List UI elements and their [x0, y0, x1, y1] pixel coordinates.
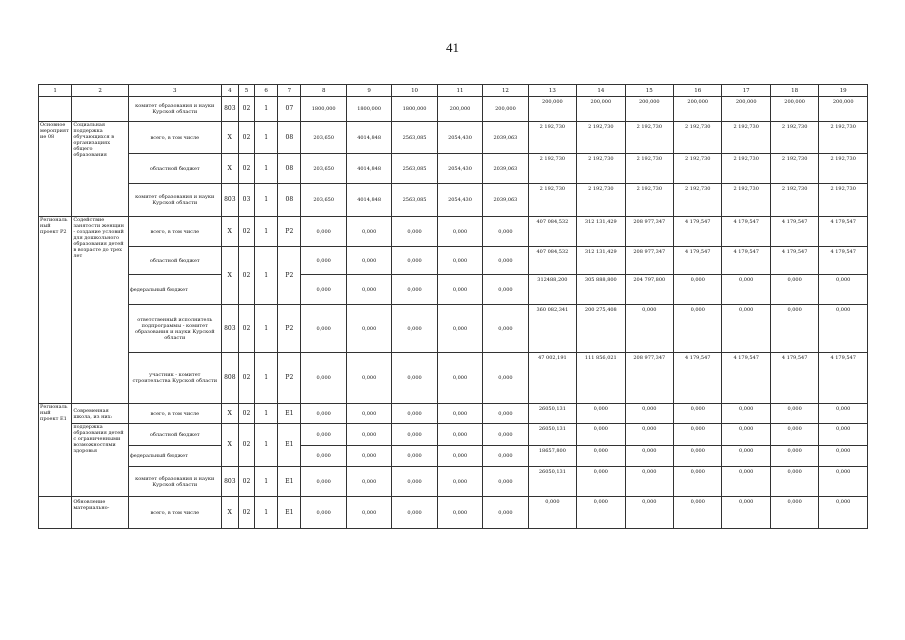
- code-cell: Р2: [278, 217, 301, 247]
- value-cell: 0,000: [819, 497, 868, 529]
- code-cell: 02: [238, 305, 254, 353]
- value-cell: 0,000: [483, 247, 528, 275]
- code-cell: 02: [238, 154, 254, 184]
- value-cell: 0,000: [674, 404, 722, 424]
- value-cell: 0,000: [770, 305, 818, 353]
- value-cell: 0,000: [819, 305, 868, 353]
- value-cell: 0,000: [674, 446, 722, 467]
- value-cell: 1800,000: [301, 97, 346, 122]
- value-cell: 0,000: [625, 424, 673, 446]
- row-label: областной бюджет: [128, 154, 221, 184]
- value-cell: 0,000: [674, 275, 722, 305]
- value-cell: 2 192,730: [577, 154, 625, 184]
- value-cell: 0,000: [346, 217, 391, 247]
- code-cell: Р2: [278, 353, 301, 404]
- row-label: всего, в том числе: [128, 404, 221, 424]
- column-header: 10: [392, 85, 437, 97]
- row-label: федеральный бюджет: [128, 275, 221, 305]
- value-cell: 0,000: [577, 446, 625, 467]
- value-cell: 407 084,532: [528, 247, 576, 275]
- value-cell: 0,000: [722, 275, 770, 305]
- value-cell: 305 888,800: [577, 275, 625, 305]
- column-header: 2: [72, 85, 129, 97]
- value-cell: 2 192,730: [674, 184, 722, 217]
- row-label: комитет образования и науки Курской области: [128, 97, 221, 122]
- value-cell: 0,000: [392, 404, 437, 424]
- value-cell: 4 179,547: [819, 217, 868, 247]
- value-cell: 0,000: [770, 446, 818, 467]
- table-row: [39, 404, 868, 424]
- value-cell: 200,000: [577, 97, 625, 122]
- value-cell: 4 179,547: [674, 247, 722, 275]
- value-cell: 0,000: [437, 404, 482, 424]
- code-cell: 1: [255, 497, 278, 529]
- code-cell: 02: [238, 404, 254, 424]
- value-cell: 0,000: [819, 467, 868, 497]
- code-cell: Х: [221, 404, 238, 424]
- value-cell: 4 179,547: [722, 247, 770, 275]
- value-cell: 2 192,730: [819, 122, 868, 154]
- value-cell: 0,000: [483, 217, 528, 247]
- value-cell: 0,000: [301, 467, 346, 497]
- value-cell: 4 179,547: [674, 353, 722, 404]
- row-label: ответственный исполнитель подпрограммы - комитет образования и науки Курской области: [128, 305, 221, 353]
- value-cell: 200,000: [528, 97, 576, 122]
- value-cell: 203,650: [301, 184, 346, 217]
- value-cell: 0,000: [346, 353, 391, 404]
- code-cell: 1: [255, 467, 278, 497]
- value-cell: 0,000: [483, 467, 528, 497]
- value-cell: 0,000: [819, 446, 868, 467]
- value-cell: 0,000: [819, 275, 868, 305]
- row-label: всего, в том числе: [128, 122, 221, 154]
- value-cell: 200,000: [437, 97, 482, 122]
- cell: [39, 497, 72, 529]
- section-label: Региональный проект Р2: [39, 217, 72, 404]
- value-cell: 0,000: [346, 247, 391, 275]
- value-cell: 2 192,730: [577, 122, 625, 154]
- value-cell: 208 977,347: [625, 353, 673, 404]
- value-cell: 2 192,730: [770, 122, 818, 154]
- code-cell: 803: [221, 467, 238, 497]
- code-cell: 1: [255, 154, 278, 184]
- section-description: Социальная поддержка обучающихся в организациях общего образования: [72, 122, 129, 217]
- section-description: Содействие занятости женщин - создание условий для дошкольного образования детей в возрасте до трех лет: [72, 217, 129, 404]
- code-cell: 808: [221, 353, 238, 404]
- table-row: [39, 154, 868, 184]
- value-cell: 2 192,730: [577, 184, 625, 217]
- code-cell: 02: [238, 353, 254, 404]
- value-cell: 2563,085: [392, 184, 437, 217]
- value-cell: 0,000: [625, 467, 673, 497]
- value-cell: 0,000: [301, 446, 346, 467]
- column-header: 17: [722, 85, 770, 97]
- code-cell: Е1: [278, 404, 301, 424]
- table-row: [39, 184, 868, 217]
- value-cell: 1800,000: [346, 97, 391, 122]
- cell: [39, 97, 72, 122]
- code-cell: 1: [255, 424, 278, 467]
- code-cell: Х: [221, 247, 238, 305]
- value-cell: 4014,848: [346, 154, 391, 184]
- value-cell: 4014,848: [346, 184, 391, 217]
- value-cell: 2 192,730: [770, 154, 818, 184]
- value-cell: 26050,131: [528, 467, 576, 497]
- value-cell: 111 856,021: [577, 353, 625, 404]
- value-cell: 200,000: [770, 97, 818, 122]
- value-cell: 0,000: [770, 467, 818, 497]
- value-cell: 0,000: [301, 275, 346, 305]
- value-cell: 1800,000: [392, 97, 437, 122]
- code-cell: 803: [221, 184, 238, 217]
- value-cell: 2 192,730: [770, 184, 818, 217]
- value-cell: 0,000: [301, 217, 346, 247]
- row-label: комитет образования и науки Курской области: [128, 467, 221, 497]
- value-cell: 4 179,547: [819, 247, 868, 275]
- column-header: 19: [819, 85, 868, 97]
- value-cell: 208 977,347: [625, 247, 673, 275]
- table-row: [39, 305, 868, 353]
- code-cell: Р2: [278, 305, 301, 353]
- column-header: 16: [674, 85, 722, 97]
- value-cell: 4 179,547: [770, 217, 818, 247]
- code-cell: 02: [238, 424, 254, 467]
- value-cell: 2039,063: [483, 154, 528, 184]
- value-cell: 204 797,800: [625, 275, 673, 305]
- value-cell: 2 192,730: [674, 154, 722, 184]
- value-cell: 200,000: [722, 97, 770, 122]
- value-cell: 4014,848: [346, 122, 391, 154]
- table-row: [39, 353, 868, 404]
- value-cell: 4 179,547: [770, 247, 818, 275]
- code-cell: Е1: [278, 497, 301, 529]
- code-cell: 02: [238, 247, 254, 305]
- row-label: всего, в том числе: [128, 497, 221, 529]
- code-cell: Х: [221, 217, 238, 247]
- code-cell: 1: [255, 404, 278, 424]
- code-cell: 1: [255, 305, 278, 353]
- value-cell: 0,000: [577, 424, 625, 446]
- column-header: 7: [278, 85, 301, 97]
- value-cell: 2054,430: [437, 184, 482, 217]
- value-cell: 0,000: [483, 424, 528, 446]
- value-cell: 0,000: [437, 353, 482, 404]
- code-cell: Е1: [278, 467, 301, 497]
- code-cell: Е1: [278, 424, 301, 467]
- column-header: 9: [346, 85, 391, 97]
- code-cell: 1: [255, 353, 278, 404]
- column-header: 8: [301, 85, 346, 97]
- code-cell: 1: [255, 122, 278, 154]
- value-cell: 0,000: [674, 305, 722, 353]
- row-label: областной бюджет: [128, 424, 221, 446]
- value-cell: 200,000: [819, 97, 868, 122]
- column-header: 11: [437, 85, 482, 97]
- column-header: 12: [483, 85, 528, 97]
- section-description: поддержка образования детей с ограниченными возможностями здоровья: [72, 424, 129, 497]
- value-cell: 26050,131: [528, 424, 576, 446]
- value-cell: 0,000: [437, 446, 482, 467]
- value-cell: 2 192,730: [722, 122, 770, 154]
- column-header: 6: [255, 85, 278, 97]
- section-description: Современная школа, из них:: [72, 404, 129, 424]
- value-cell: 0,000: [674, 467, 722, 497]
- table-row: [39, 247, 868, 275]
- value-cell: 200,000: [483, 97, 528, 122]
- value-cell: 2 192,730: [528, 184, 576, 217]
- column-header: 15: [625, 85, 673, 97]
- value-cell: 200,000: [625, 97, 673, 122]
- value-cell: 203,650: [301, 154, 346, 184]
- value-cell: 0,000: [392, 446, 437, 467]
- value-cell: 0,000: [483, 404, 528, 424]
- value-cell: 0,000: [625, 446, 673, 467]
- section-description: Обновление материально-: [72, 497, 129, 529]
- code-cell: 803: [221, 97, 238, 122]
- column-header: 13: [528, 85, 576, 97]
- value-cell: 2039,063: [483, 184, 528, 217]
- code-cell: Р2: [278, 247, 301, 305]
- value-cell: 360 082,341: [528, 305, 576, 353]
- value-cell: 0,000: [819, 424, 868, 446]
- table-row: [39, 217, 868, 247]
- code-cell: 08: [278, 122, 301, 154]
- code-cell: 02: [238, 217, 254, 247]
- column-header: 3: [128, 85, 221, 97]
- value-cell: 2 192,730: [674, 122, 722, 154]
- code-cell: 08: [278, 154, 301, 184]
- value-cell: 0,000: [301, 497, 346, 529]
- value-cell: 0,000: [437, 497, 482, 529]
- value-cell: 0,000: [346, 275, 391, 305]
- value-cell: 0,000: [392, 497, 437, 529]
- value-cell: 0,000: [577, 467, 625, 497]
- value-cell: 0,000: [301, 424, 346, 446]
- value-cell: 0,000: [674, 497, 722, 529]
- code-cell: 02: [238, 467, 254, 497]
- value-cell: 0,000: [392, 217, 437, 247]
- value-cell: 0,000: [770, 404, 818, 424]
- code-cell: 1: [255, 247, 278, 305]
- section-label: Основное мероприятие 08: [39, 122, 72, 217]
- value-cell: 0,000: [392, 275, 437, 305]
- value-cell: 0,000: [674, 424, 722, 446]
- table-row: [39, 424, 868, 446]
- value-cell: 0,000: [770, 424, 818, 446]
- value-cell: 0,000: [528, 497, 576, 529]
- code-cell: 1: [255, 97, 278, 122]
- code-cell: 1: [255, 217, 278, 247]
- value-cell: 2563,085: [392, 122, 437, 154]
- code-cell: Х: [221, 154, 238, 184]
- value-cell: 0,000: [483, 305, 528, 353]
- code-cell: 02: [238, 97, 254, 122]
- value-cell: 0,000: [625, 497, 673, 529]
- cell: [72, 97, 129, 122]
- code-cell: 08: [278, 184, 301, 217]
- value-cell: 0,000: [722, 305, 770, 353]
- value-cell: 0,000: [392, 305, 437, 353]
- value-cell: 0,000: [483, 497, 528, 529]
- section-label: Региональный проект Е1: [39, 404, 72, 497]
- code-cell: 03: [238, 184, 254, 217]
- value-cell: 0,000: [437, 467, 482, 497]
- value-cell: 0,000: [722, 404, 770, 424]
- value-cell: 0,000: [392, 247, 437, 275]
- value-cell: 4 179,547: [722, 353, 770, 404]
- column-header: 18: [770, 85, 818, 97]
- column-header: 5: [238, 85, 254, 97]
- code-cell: 803: [221, 305, 238, 353]
- value-cell: 0,000: [437, 305, 482, 353]
- value-cell: 0,000: [346, 305, 391, 353]
- value-cell: 2 192,730: [722, 154, 770, 184]
- value-cell: 0,000: [392, 353, 437, 404]
- value-cell: 0,000: [346, 404, 391, 424]
- row-label: федеральный бюджет: [128, 446, 221, 467]
- value-cell: 2 192,730: [722, 184, 770, 217]
- code-cell: 02: [238, 497, 254, 529]
- code-cell: Х: [221, 497, 238, 529]
- value-cell: 0,000: [722, 424, 770, 446]
- value-cell: 407 084,532: [528, 217, 576, 247]
- value-cell: 0,000: [437, 424, 482, 446]
- value-cell: 2563,085: [392, 154, 437, 184]
- value-cell: 2 192,730: [625, 154, 673, 184]
- row-label: всего, в том числе: [128, 217, 221, 247]
- table-row: [39, 275, 868, 305]
- value-cell: 0,000: [625, 305, 673, 353]
- value-cell: 2054,430: [437, 154, 482, 184]
- value-cell: 0,000: [437, 275, 482, 305]
- code-cell: 1: [255, 184, 278, 217]
- value-cell: 2 192,730: [528, 122, 576, 154]
- value-cell: 0,000: [346, 424, 391, 446]
- value-cell: 0,000: [392, 424, 437, 446]
- value-cell: 26050,131: [528, 404, 576, 424]
- value-cell: 2 192,730: [625, 184, 673, 217]
- value-cell: 0,000: [301, 353, 346, 404]
- page-number: 41: [446, 40, 459, 55]
- value-cell: 18657,800: [528, 446, 576, 467]
- value-cell: 2 192,730: [819, 184, 868, 217]
- value-cell: 0,000: [301, 404, 346, 424]
- value-cell: 0,000: [625, 404, 673, 424]
- table-row: [39, 97, 868, 122]
- value-cell: 0,000: [770, 497, 818, 529]
- value-cell: 2039,063: [483, 122, 528, 154]
- table-body: [39, 85, 868, 529]
- value-cell: 200 275,408: [577, 305, 625, 353]
- code-cell: 02: [238, 122, 254, 154]
- table-row: [39, 467, 868, 497]
- value-cell: 0,000: [483, 275, 528, 305]
- column-header: 4: [221, 85, 238, 97]
- value-cell: 0,000: [437, 217, 482, 247]
- value-cell: 4 179,547: [722, 217, 770, 247]
- value-cell: 0,000: [346, 497, 391, 529]
- value-cell: 0,000: [437, 247, 482, 275]
- value-cell: 203,650: [301, 122, 346, 154]
- value-cell: 0,000: [483, 446, 528, 467]
- value-cell: 4 179,547: [674, 217, 722, 247]
- value-cell: 312488,200: [528, 275, 576, 305]
- value-cell: 0,000: [819, 404, 868, 424]
- table-row: [39, 122, 868, 154]
- code-cell: Х: [221, 424, 238, 467]
- value-cell: 2 192,730: [819, 154, 868, 184]
- value-cell: 2 192,730: [528, 154, 576, 184]
- code-cell: 07: [278, 97, 301, 122]
- column-header: 14: [577, 85, 625, 97]
- row-label: участник - комитет строительства Курской области: [128, 353, 221, 404]
- code-cell: Х: [221, 122, 238, 154]
- value-cell: 2 192,730: [625, 122, 673, 154]
- value-cell: 2054,430: [437, 122, 482, 154]
- value-cell: 0,000: [301, 247, 346, 275]
- table-row: [39, 446, 868, 467]
- value-cell: 0,000: [722, 497, 770, 529]
- value-cell: 0,000: [483, 353, 528, 404]
- value-cell: 312 131,429: [577, 217, 625, 247]
- budget-table: [38, 84, 868, 529]
- value-cell: 0,000: [722, 467, 770, 497]
- value-cell: 0,000: [770, 275, 818, 305]
- table-row: [39, 497, 868, 529]
- value-cell: 4 179,547: [819, 353, 868, 404]
- value-cell: 4 179,547: [770, 353, 818, 404]
- value-cell: 0,000: [346, 467, 391, 497]
- value-cell: 208 977,347: [625, 217, 673, 247]
- value-cell: 0,000: [392, 467, 437, 497]
- column-header: 1: [39, 85, 72, 97]
- value-cell: 0,000: [301, 305, 346, 353]
- value-cell: 0,000: [722, 446, 770, 467]
- value-cell: 0,000: [346, 446, 391, 467]
- value-cell: 0,000: [577, 404, 625, 424]
- row-label: комитет образования и науки Курской области: [128, 184, 221, 217]
- value-cell: 200,000: [674, 97, 722, 122]
- value-cell: 0,000: [577, 497, 625, 529]
- header-row: [39, 85, 868, 97]
- row-label: областной бюджет: [128, 247, 221, 275]
- value-cell: 312 131,429: [577, 247, 625, 275]
- value-cell: 47 002,191: [528, 353, 576, 404]
